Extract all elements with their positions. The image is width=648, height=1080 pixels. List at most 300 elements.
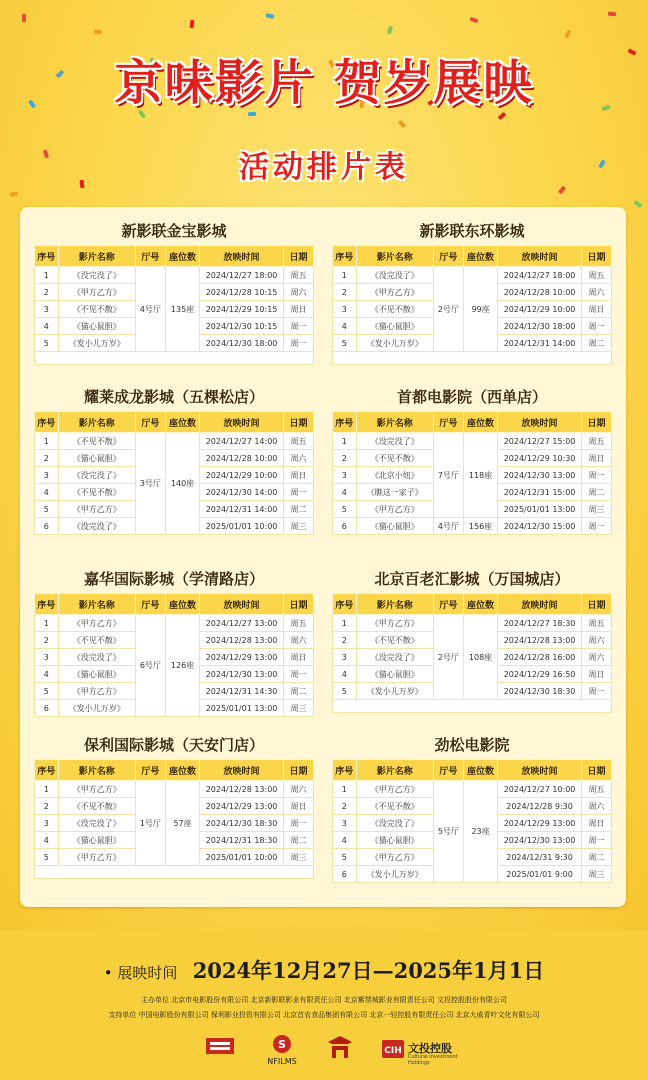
table-row-empty bbox=[35, 352, 314, 365]
cinema-block bbox=[332, 383, 612, 535]
film-title: 《发小儿万岁》 bbox=[58, 700, 135, 717]
seat-count: 108座 bbox=[463, 615, 497, 700]
screening-time: 2024/12/27 18:00 bbox=[200, 267, 284, 284]
weekday: 周三 bbox=[581, 501, 611, 518]
poster-title: 京味影片 贺岁展映 bbox=[114, 55, 534, 111]
row-number: 1 bbox=[35, 781, 59, 798]
weekday: 周日 bbox=[581, 666, 611, 683]
column-header: 序号 bbox=[333, 412, 357, 433]
seat-count: 57座 bbox=[165, 781, 199, 866]
weekday: 周五 bbox=[581, 615, 611, 632]
film-title: 《不见不散》 bbox=[356, 798, 433, 815]
weekday: 周六 bbox=[581, 649, 611, 666]
row-number: 2 bbox=[333, 798, 357, 815]
film-title: 《不见不散》 bbox=[58, 632, 135, 649]
schedule-table bbox=[332, 759, 612, 883]
row-number: 1 bbox=[35, 433, 59, 450]
screening-time: 2025/01/01 10:00 bbox=[200, 849, 284, 866]
screening-time: 2024/12/30 18:00 bbox=[498, 318, 582, 335]
row-number: 5 bbox=[35, 501, 59, 518]
weekday: 周六 bbox=[581, 632, 611, 649]
film-title: 《甲方乙方》 bbox=[58, 615, 135, 632]
weekday: 周一 bbox=[283, 335, 313, 352]
cinema-name: 嘉华国际影城（学清路店） bbox=[83, 570, 264, 588]
weekday: 周一 bbox=[283, 666, 313, 683]
film-title: 《猫心鼠胆》 bbox=[356, 666, 433, 683]
column-header: 厅号 bbox=[135, 760, 165, 781]
weekday: 周三 bbox=[283, 518, 313, 535]
column-header: 日期 bbox=[283, 246, 313, 267]
film-title: 《不见不散》 bbox=[58, 798, 135, 815]
screening-time: 2024/12/28 10:00 bbox=[200, 450, 284, 467]
column-header: 座位数 bbox=[165, 246, 199, 267]
bfc-logo bbox=[190, 1032, 250, 1068]
column-header: 座位数 bbox=[463, 594, 497, 615]
zijincheng-logo-icon bbox=[320, 1032, 360, 1068]
weekday: 周日 bbox=[581, 815, 611, 832]
hall-number: 2号厅 bbox=[433, 267, 463, 352]
organizers-line: 主办单位 北京市电影股份有限公司 北京新影联影业有限责任公司 北京紫禁城影业有限责任公司 文投控股股份有限公司 bbox=[141, 996, 507, 1004]
film-title: 《甲方乙方》 bbox=[58, 849, 135, 866]
hall-number: 5号厅 bbox=[433, 781, 463, 883]
hall-number: 6号厅 bbox=[135, 615, 165, 717]
empty-cell bbox=[35, 866, 314, 879]
column-header: 影片名称 bbox=[356, 594, 433, 615]
column-header: 厅号 bbox=[433, 760, 463, 781]
screening-time: 2024/12/30 13:00 bbox=[498, 467, 582, 484]
weekday: 周六 bbox=[283, 632, 313, 649]
film-title: 《不见不散》 bbox=[58, 433, 135, 450]
column-header: 放映时间 bbox=[498, 412, 582, 433]
film-title: 《甲方乙方》 bbox=[58, 683, 135, 700]
poster-subtitle: 活动排片表 bbox=[239, 150, 409, 185]
film-title: 《发小儿万岁》 bbox=[356, 683, 433, 700]
weekday: 周三 bbox=[581, 866, 611, 883]
zijincheng-logo bbox=[320, 1032, 360, 1068]
bfc-logo-icon bbox=[190, 1032, 250, 1068]
weekday: 周日 bbox=[283, 301, 313, 318]
column-header: 座位数 bbox=[165, 594, 199, 615]
film-title: 《不见不散》 bbox=[356, 450, 433, 467]
screening-time: 2024/12/29 13:00 bbox=[200, 649, 284, 666]
hall-number: 1号厅 bbox=[135, 781, 165, 866]
row-number: 1 bbox=[333, 781, 357, 798]
cinema-block bbox=[34, 565, 314, 717]
weekday: 周一 bbox=[283, 815, 313, 832]
film-title: 《甲方乙方》 bbox=[356, 615, 433, 632]
confetti-piece bbox=[608, 12, 616, 17]
row-number: 2 bbox=[35, 632, 59, 649]
cinema-name: 劲松电影院 bbox=[434, 736, 510, 754]
hall-number: 7号厅 bbox=[433, 433, 463, 518]
film-title: 《甲方乙方》 bbox=[58, 781, 135, 798]
supporters-line: 支持单位 中国电影股份有限公司 保利影业投资有限公司 北京首农食品集团有限公司 北京一轻控股有限责任公司 北京大戚青叶文化有限公司 bbox=[108, 1011, 540, 1019]
row-number: 5 bbox=[333, 683, 357, 700]
hall-number: 4号厅 bbox=[135, 267, 165, 352]
row-number: 4 bbox=[333, 318, 357, 335]
column-header: 厅号 bbox=[135, 594, 165, 615]
cinema-name: 新影联金宝影城 bbox=[121, 222, 227, 240]
column-header: 影片名称 bbox=[356, 760, 433, 781]
screening-time: 2024/12/31 14:30 bbox=[200, 683, 284, 700]
screening-time: 2024/12/29 13:00 bbox=[200, 798, 284, 815]
film-title: 《发小儿万岁》 bbox=[356, 335, 433, 352]
screening-time: 2024/12/30 18:30 bbox=[200, 815, 284, 832]
weekday: 周一 bbox=[581, 318, 611, 335]
screening-time: 2024/12/29 10:30 bbox=[498, 450, 582, 467]
empty-cell bbox=[333, 352, 612, 365]
film-title: 《没完没了》 bbox=[58, 267, 135, 284]
film-title: 《没完没了》 bbox=[356, 815, 433, 832]
row-number: 4 bbox=[333, 832, 357, 849]
screening-time: 2024/12/31 9:30 bbox=[498, 849, 582, 866]
screening-period-dates: 2024年12月27日—2025年1月1日 bbox=[192, 958, 545, 983]
row-number: 6 bbox=[35, 518, 59, 535]
column-header: 序号 bbox=[35, 412, 59, 433]
new-films-logo-icon bbox=[250, 1032, 314, 1068]
row-number: 2 bbox=[35, 284, 59, 301]
screening-time: 2024/12/27 13:00 bbox=[200, 615, 284, 632]
cih-logo-subtext: Cultural Investment Holdings bbox=[408, 1054, 458, 1066]
table-row-empty bbox=[333, 352, 612, 365]
column-header: 厅号 bbox=[433, 594, 463, 615]
screening-time: 2024/12/27 15:00 bbox=[498, 433, 582, 450]
weekday: 周三 bbox=[283, 700, 313, 717]
column-header: 序号 bbox=[35, 760, 59, 781]
row-number: 6 bbox=[35, 700, 59, 717]
column-header: 序号 bbox=[35, 594, 59, 615]
weekday: 周日 bbox=[283, 649, 313, 666]
column-header: 日期 bbox=[581, 594, 611, 615]
film-title: 《没完没了》 bbox=[356, 267, 433, 284]
column-header: 座位数 bbox=[463, 246, 497, 267]
column-header: 座位数 bbox=[463, 760, 497, 781]
weekday: 周六 bbox=[581, 798, 611, 815]
screening-time: 2024/12/27 10:00 bbox=[498, 781, 582, 798]
screening-time: 2024/12/30 15:00 bbox=[498, 518, 582, 535]
confetti-piece bbox=[22, 14, 26, 22]
table-row bbox=[333, 267, 612, 284]
schedule-table bbox=[332, 593, 612, 713]
weekday: 周日 bbox=[581, 450, 611, 467]
film-title: 《猫心鼠胆》 bbox=[58, 318, 135, 335]
table-row bbox=[333, 518, 612, 535]
row-number: 2 bbox=[333, 632, 357, 649]
column-header: 序号 bbox=[35, 246, 59, 267]
weekday: 周五 bbox=[283, 267, 313, 284]
weekday: 周二 bbox=[581, 484, 611, 501]
column-header: 放映时间 bbox=[498, 246, 582, 267]
table-row-empty bbox=[35, 866, 314, 879]
row-number: 1 bbox=[333, 267, 357, 284]
column-header: 放映时间 bbox=[200, 760, 284, 781]
column-header: 厅号 bbox=[135, 412, 165, 433]
screening-time: 2024/12/30 18:30 bbox=[498, 683, 582, 700]
table-row bbox=[35, 433, 314, 450]
weekday: 周五 bbox=[283, 433, 313, 450]
hall-number: 2号厅 bbox=[433, 615, 463, 700]
row-number: 5 bbox=[35, 335, 59, 352]
confetti-piece bbox=[94, 30, 102, 35]
schedule-table bbox=[332, 245, 612, 365]
column-header: 影片名称 bbox=[58, 412, 135, 433]
screening-time: 2024/12/30 18:00 bbox=[200, 335, 284, 352]
column-header: 影片名称 bbox=[58, 594, 135, 615]
schedule-table bbox=[34, 593, 314, 717]
row-number: 5 bbox=[333, 335, 357, 352]
weekday: 周三 bbox=[283, 849, 313, 866]
film-title: 《猫心鼠胆》 bbox=[58, 832, 135, 849]
film-title: 《发小儿万岁》 bbox=[58, 335, 135, 352]
column-header: 影片名称 bbox=[58, 246, 135, 267]
cinema-name: 首都电影院（西单店） bbox=[396, 388, 547, 406]
schedule-table bbox=[34, 759, 314, 879]
row-number: 2 bbox=[333, 284, 357, 301]
screening-time: 2024/12/31 14:00 bbox=[498, 335, 582, 352]
cinema-block bbox=[34, 731, 314, 879]
column-header: 放映时间 bbox=[200, 594, 284, 615]
film-title: 《不见不散》 bbox=[356, 301, 433, 318]
column-header: 日期 bbox=[283, 760, 313, 781]
film-title: 《甲方乙方》 bbox=[356, 284, 433, 301]
row-number: 6 bbox=[333, 866, 357, 883]
seat-count: 140座 bbox=[165, 433, 199, 535]
screening-time: 2024/12/28 13:00 bbox=[200, 781, 284, 798]
cinema-block bbox=[332, 217, 612, 365]
film-title: 《瞧这一家子》 bbox=[356, 484, 433, 501]
cinema-name: 北京百老汇影城（万国城店） bbox=[374, 570, 570, 588]
column-header: 放映时间 bbox=[498, 760, 582, 781]
weekday: 周二 bbox=[581, 849, 611, 866]
empty-cell bbox=[35, 352, 314, 365]
row-number: 2 bbox=[35, 450, 59, 467]
weekday: 周一 bbox=[283, 318, 313, 335]
weekday: 周六 bbox=[283, 284, 313, 301]
row-number: 6 bbox=[333, 518, 357, 535]
row-number: 1 bbox=[333, 433, 357, 450]
weekday: 周五 bbox=[581, 433, 611, 450]
film-title: 《猫心鼠胆》 bbox=[356, 318, 433, 335]
cinema-block bbox=[332, 565, 612, 713]
row-number: 3 bbox=[333, 649, 357, 666]
weekday: 周二 bbox=[581, 335, 611, 352]
column-header: 放映时间 bbox=[200, 246, 284, 267]
hall-number: 3号厅 bbox=[135, 433, 165, 535]
screening-time: 2024/12/27 14:00 bbox=[200, 433, 284, 450]
column-header: 序号 bbox=[333, 760, 357, 781]
cinema-name: 耀莱成龙影城（五棵松店） bbox=[83, 388, 264, 406]
weekday: 周一 bbox=[581, 683, 611, 700]
film-title: 《没完没了》 bbox=[58, 467, 135, 484]
seat-count: 156座 bbox=[463, 518, 497, 535]
table-row bbox=[333, 615, 612, 632]
row-number: 3 bbox=[35, 815, 59, 832]
seat-count: 126座 bbox=[165, 615, 199, 717]
screening-time: 2024/12/30 10:15 bbox=[200, 318, 284, 335]
column-header: 影片名称 bbox=[356, 412, 433, 433]
column-header: 厅号 bbox=[433, 412, 463, 433]
screening-period-label: • 展映时间 bbox=[103, 964, 178, 982]
weekday: 周一 bbox=[283, 484, 313, 501]
weekday: 周一 bbox=[581, 518, 611, 535]
film-title: 《北京小妞》 bbox=[356, 467, 433, 484]
table-row-empty bbox=[333, 700, 612, 713]
schedule-table bbox=[34, 411, 314, 535]
film-title: 《没完没了》 bbox=[58, 649, 135, 666]
svg-text:CIH: CIH bbox=[384, 1046, 402, 1056]
film-title: 《没完没了》 bbox=[58, 815, 135, 832]
film-title: 《猫心鼠胆》 bbox=[58, 666, 135, 683]
row-number: 3 bbox=[35, 467, 59, 484]
cih-logo-text: 文投控股 bbox=[408, 1042, 452, 1055]
cinema-block bbox=[332, 731, 612, 883]
empty-cell bbox=[333, 700, 612, 713]
schedule-table bbox=[332, 411, 612, 535]
film-title: 《甲方乙方》 bbox=[356, 501, 433, 518]
row-number: 4 bbox=[35, 666, 59, 683]
screening-time: 2024/12/30 14:00 bbox=[200, 484, 284, 501]
cinema-block bbox=[34, 217, 314, 365]
film-title: 《没完没了》 bbox=[58, 518, 135, 535]
table-row bbox=[35, 615, 314, 632]
film-title: 《不见不散》 bbox=[58, 301, 135, 318]
screening-time: 2024/12/31 14:00 bbox=[200, 501, 284, 518]
weekday: 周二 bbox=[283, 683, 313, 700]
row-number: 5 bbox=[35, 849, 59, 866]
column-header: 日期 bbox=[581, 412, 611, 433]
row-number: 1 bbox=[35, 615, 59, 632]
svg-text:NFILMS: NFILMS bbox=[267, 1057, 297, 1066]
screening-time: 2025/01/01 13:00 bbox=[498, 501, 582, 518]
table-row bbox=[35, 267, 314, 284]
table-row bbox=[333, 781, 612, 798]
row-number: 4 bbox=[333, 666, 357, 683]
sponsor-logos bbox=[180, 1032, 480, 1068]
row-number: 3 bbox=[333, 301, 357, 318]
row-number: 1 bbox=[35, 267, 59, 284]
table-row bbox=[35, 781, 314, 798]
film-title: 《没完没了》 bbox=[356, 433, 433, 450]
row-number: 3 bbox=[333, 815, 357, 832]
schedule-panel bbox=[20, 207, 626, 907]
film-title: 《甲方乙方》 bbox=[58, 284, 135, 301]
screening-time: 2024/12/30 13:00 bbox=[200, 666, 284, 683]
column-header: 座位数 bbox=[463, 412, 497, 433]
weekday: 周日 bbox=[581, 301, 611, 318]
column-header: 序号 bbox=[333, 594, 357, 615]
screening-time: 2024/12/29 13:00 bbox=[498, 815, 582, 832]
row-number: 3 bbox=[35, 649, 59, 666]
row-number: 4 bbox=[35, 318, 59, 335]
column-header: 日期 bbox=[581, 760, 611, 781]
screening-time: 2024/12/28 13:00 bbox=[498, 632, 582, 649]
weekday: 周日 bbox=[283, 798, 313, 815]
weekday: 周二 bbox=[283, 832, 313, 849]
row-number: 3 bbox=[35, 301, 59, 318]
weekday: 周五 bbox=[581, 781, 611, 798]
column-header: 影片名称 bbox=[356, 246, 433, 267]
screening-period bbox=[0, 955, 648, 985]
hall-number: 4号厅 bbox=[433, 518, 463, 535]
column-header: 厅号 bbox=[135, 246, 165, 267]
weekday: 周一 bbox=[581, 467, 611, 484]
new-films-logo bbox=[250, 1032, 314, 1068]
screening-time: 2025/01/01 13:00 bbox=[200, 700, 284, 717]
column-header: 座位数 bbox=[165, 760, 199, 781]
screening-time: 2024/12/30 13:00 bbox=[498, 832, 582, 849]
schedule-table bbox=[34, 245, 314, 365]
film-title: 《发小儿万岁》 bbox=[356, 866, 433, 883]
seat-count: 135座 bbox=[165, 267, 199, 352]
film-title: 《猫心鼠胆》 bbox=[356, 832, 433, 849]
film-title: 《甲方乙方》 bbox=[356, 849, 433, 866]
row-number: 1 bbox=[333, 615, 357, 632]
svg-text:S: S bbox=[278, 1038, 286, 1051]
screening-time: 2024/12/31 15:00 bbox=[498, 484, 582, 501]
row-number: 2 bbox=[333, 450, 357, 467]
row-number: 4 bbox=[333, 484, 357, 501]
column-header: 序号 bbox=[333, 246, 357, 267]
film-title: 《不见不散》 bbox=[356, 632, 433, 649]
weekday: 周六 bbox=[283, 781, 313, 798]
screening-time: 2024/12/28 10:00 bbox=[498, 284, 582, 301]
table-row bbox=[333, 433, 612, 450]
seat-count: 23座 bbox=[463, 781, 497, 883]
column-header: 日期 bbox=[283, 412, 313, 433]
screening-time: 2024/12/29 10:15 bbox=[200, 301, 284, 318]
screening-time: 2024/12/28 9:30 bbox=[498, 798, 582, 815]
seat-count: 118座 bbox=[463, 433, 497, 518]
screening-time: 2024/12/29 10:00 bbox=[200, 467, 284, 484]
row-number: 5 bbox=[333, 501, 357, 518]
film-title: 《猫心鼠胆》 bbox=[58, 450, 135, 467]
film-title: 《猫心鼠胆》 bbox=[356, 518, 433, 535]
cih-logo bbox=[380, 1032, 480, 1068]
weekday: 周日 bbox=[283, 467, 313, 484]
screening-time: 2024/12/28 10:15 bbox=[200, 284, 284, 301]
film-title: 《不见不散》 bbox=[58, 484, 135, 501]
column-header: 厅号 bbox=[433, 246, 463, 267]
column-header: 座位数 bbox=[165, 412, 199, 433]
column-header: 日期 bbox=[283, 594, 313, 615]
screening-time: 2024/12/27 18:00 bbox=[498, 267, 582, 284]
weekday: 周六 bbox=[581, 284, 611, 301]
column-header: 日期 bbox=[581, 246, 611, 267]
weekday: 周五 bbox=[581, 267, 611, 284]
row-number: 2 bbox=[35, 798, 59, 815]
weekday: 周五 bbox=[283, 615, 313, 632]
row-number: 3 bbox=[333, 467, 357, 484]
screening-time: 2025/01/01 9:00 bbox=[498, 866, 582, 883]
cinema-name: 新影联东环影城 bbox=[419, 222, 525, 240]
screening-time: 2025/01/01 10:00 bbox=[200, 518, 284, 535]
row-number: 5 bbox=[333, 849, 357, 866]
screening-time: 2024/12/29 10:00 bbox=[498, 301, 582, 318]
cinema-block bbox=[34, 383, 314, 535]
film-title: 《甲方乙方》 bbox=[356, 781, 433, 798]
column-header: 放映时间 bbox=[200, 412, 284, 433]
weekday: 周六 bbox=[283, 450, 313, 467]
screening-time: 2024/12/29 16:50 bbox=[498, 666, 582, 683]
screening-time: 2024/12/28 16:00 bbox=[498, 649, 582, 666]
column-header: 放映时间 bbox=[498, 594, 582, 615]
screening-time: 2024/12/27 18:30 bbox=[498, 615, 582, 632]
weekday: 周二 bbox=[283, 501, 313, 518]
screening-time: 2024/12/31 18:30 bbox=[200, 832, 284, 849]
row-number: 5 bbox=[35, 683, 59, 700]
row-number: 4 bbox=[35, 832, 59, 849]
cinema-name: 保利国际影城（天安门店） bbox=[83, 736, 264, 754]
